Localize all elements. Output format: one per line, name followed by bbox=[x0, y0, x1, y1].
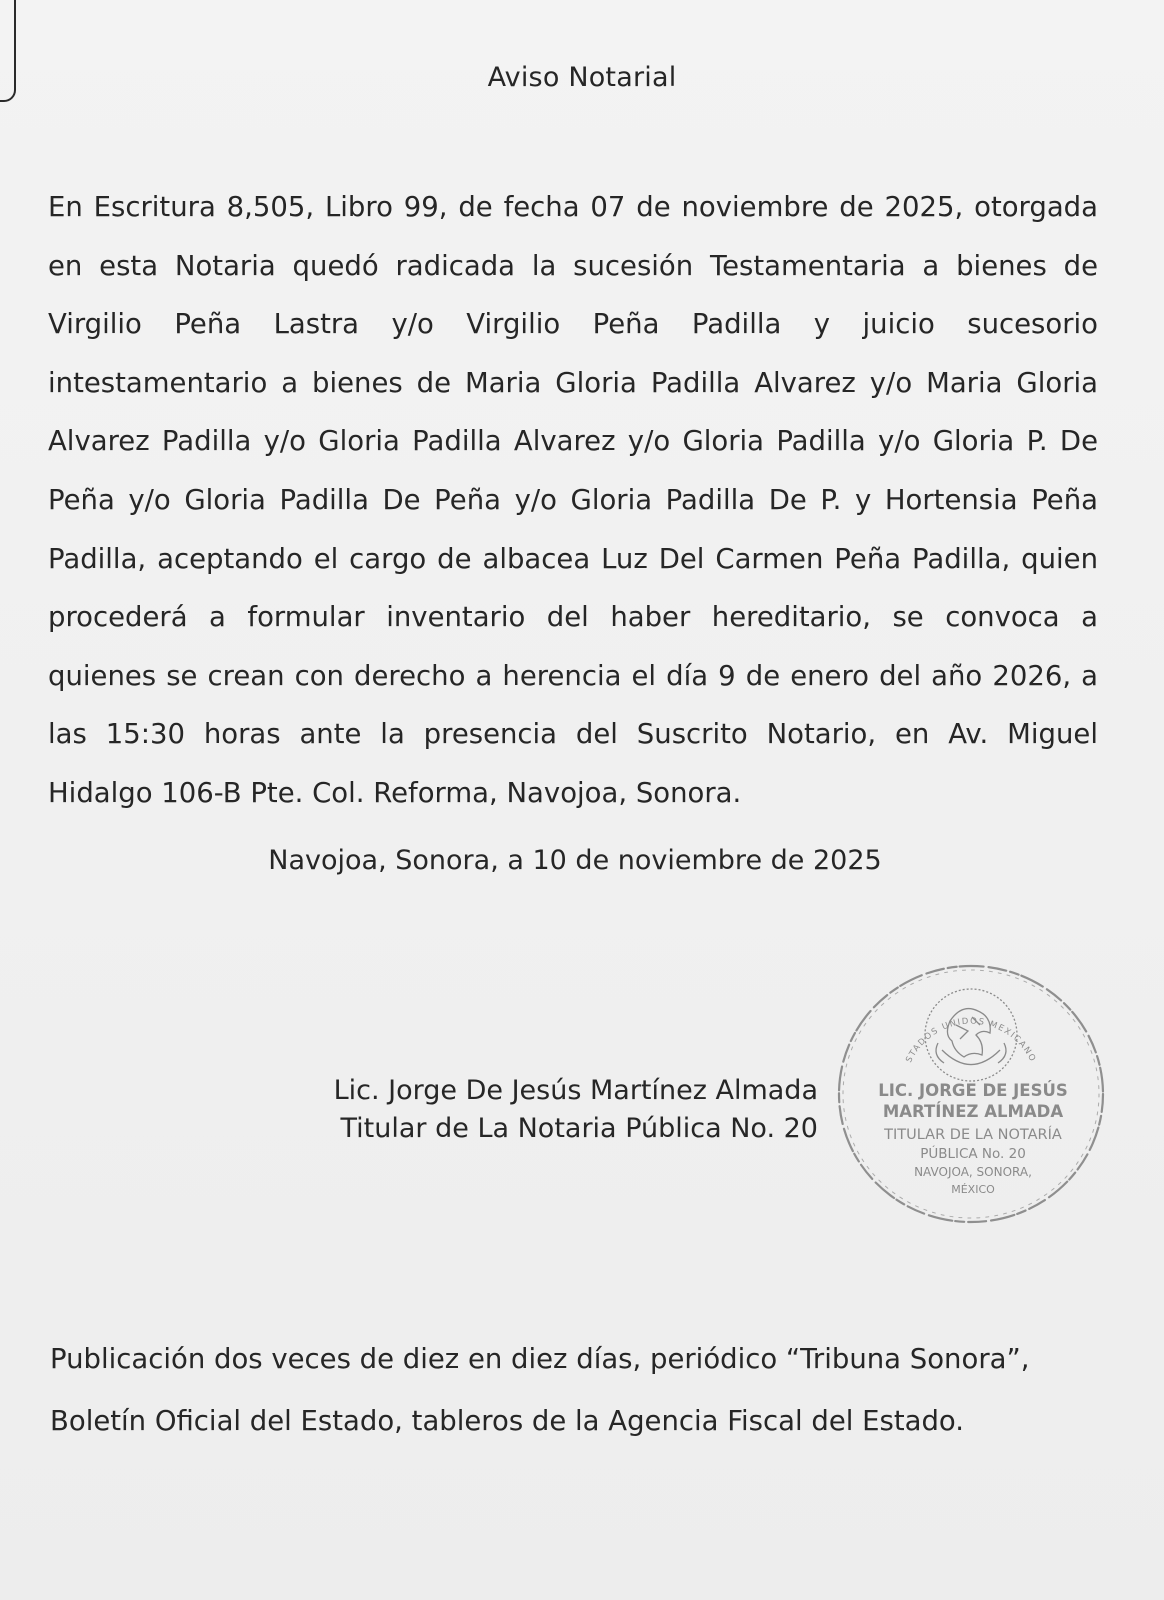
seal-line-3: TITULAR DE LA NOTARÍA bbox=[884, 1127, 1062, 1143]
notice-body: En Escritura 8,505, Libro 99, de fecha 07 de noviembre de 2025, otorgada en esta Notaria quedó radicada la sucesión Testamentaria a bienes de Virgilio Peña Lastra y/o Virgilio Peña Padilla y juicio sucesorio intestamentario a bienes de Maria Gloria Padilla Alvarez y/o Maria Gloria Alvarez Padilla y/o Gloria Padilla Alvarez y/o Gloria Padilla y/o Gloria P. De Peña y/o Gloria Padilla De Peña y/o Gloria Padilla De P. y Hortensia Peña Padilla, aceptando el cargo de albacea Luz Del Carmen Peña Padilla, quien procederá a formular inventario del haber hereditario, se convoca a quienes se crean con derecho a herencia el día 9 de enero del año 2026, a las 15:30 horas ante la presencia del Suscrito Notario, en Av. Miguel Hidalgo 106-B Pte. Col. Reforma, Navojoa, Sonora. bbox=[48, 191, 1098, 809]
place-and-date: Navojoa, Sonora, a 10 de noviembre de 2025 bbox=[268, 845, 882, 876]
notary-seal-stamp bbox=[832, 955, 1110, 1233]
document-title: Aviso Notarial bbox=[487, 62, 677, 93]
seal-arc-text: STADOS UNIDOS MEXICANO bbox=[904, 1016, 1038, 1065]
notary-position: Titular de La Notaria Pública No. 20 bbox=[340, 1113, 818, 1144]
signature-block bbox=[334, 1072, 818, 1148]
seal-line-1: LIC. JORGE DE JESÚS bbox=[878, 1081, 1068, 1100]
seal-line-6: MÉXICO bbox=[951, 1183, 995, 1196]
publication-note: Publicación dos veces de diez en diez días, periódico “Tribuna Sonora”, Boletín Oficial del Estado, tableros de la Agencia Fiscal del Estado. bbox=[50, 1343, 1030, 1437]
seal-line-5: NAVOJOA, SONORA, bbox=[914, 1165, 1032, 1179]
notary-name: Lic. Jorge De Jesús Martínez Almada bbox=[333, 1075, 818, 1106]
seal-graphic bbox=[832, 955, 1110, 1233]
seal-line-2: MARTÍNEZ ALMADA bbox=[882, 1102, 1064, 1121]
seal-line-4: PÚBLICA No. 20 bbox=[920, 1146, 1026, 1162]
